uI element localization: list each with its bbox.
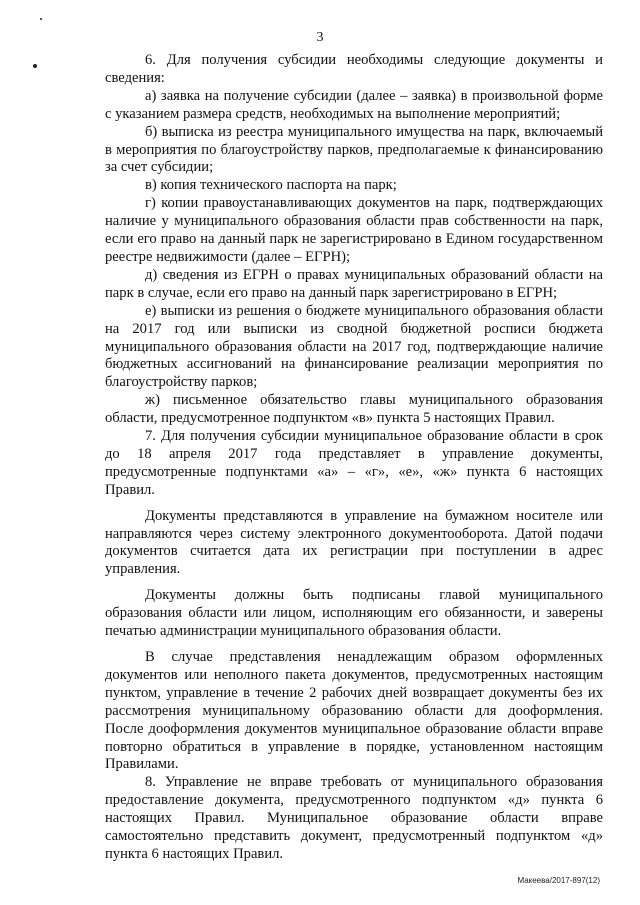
- page-number: 3: [316, 30, 324, 45]
- scan-mark-bullet: [33, 64, 37, 68]
- paragraph-6-b: б) выписка из реестра муниципального имущества на парк, включаемый в мероприятия по благоустройству парков, предполагаемые к финансированию за счет субсидии;: [105, 123, 603, 176]
- scan-mark: [40, 18, 42, 20]
- paragraph-6-g: г) копии правоустанавливающих документов на парк, подтверждающих наличие у муниципального образования области прав собственности на парк, если его право на данный парк не зарегистрировано в Едином государственном реестре недвижимости (далее – ЕГРН);: [105, 195, 603, 265]
- paragraph-6-d: д) сведения из ЕГРН о правах муниципальных образований области на парк в случае, если его право на данный парк зарегистрировано в ЕГРН;: [105, 266, 603, 301]
- paragraph-6-v: в) копия технического паспорта на парк;: [145, 177, 397, 194]
- paragraph-7: 7. Для получения субсидии муниципальное образование области в срок до 18 апреля 2017 года представляет в управление документы, предусмотренные подпунктами «а» – «г», «е», «ж» пункта 6 настоящих Правил.: [105, 428, 603, 498]
- paragraph-6-e: е) выписки из решения о бюджете муниципального образования области на 2017 год или выписки из сводной бюджетной росписи бюджета муниципального образования области на 2017 год, подтверждающие наличие бюджетных ассигнований на финансирование реализации мероприятия по благоустройству парков;: [105, 302, 603, 391]
- paragraph-6-a: а) заявка на получение субсидии (далее – заявка) в произвольной форме с указанием размера средств, необходимых на выполнение мероприятий;: [105, 87, 603, 122]
- paragraph-7-signature: Документы должны быть подписаны главой муниципального образования области или лицом, исполняющим его обязанности, и заверены печатью администрации муниципального образования области.: [105, 587, 603, 640]
- paragraph-8: 8. Управление не вправе требовать от муниципального образования предоставление документа, предусмотренного подпунктом «д» пункта 6 настоящих Правил. Муниципальное образование области вправе самостоятельно представить документ, предусмотренный подпунктом «д» пункта 6 настоящих Правил.: [105, 774, 603, 862]
- paragraph-7-submission: Документы представляются в управление на бумажном носителе или направляются через систему электронного документооборота. Датой подачи документов считается дата их регистрации при поступлении в адрес управления.: [105, 507, 603, 578]
- paragraph-6-zh: ж) письменное обязательство главы муниципального образования области, предусмотренное подпунктом «в» пункта 5 настоящих Правил.: [105, 392, 603, 427]
- document-body: [105, 52, 603, 864]
- paragraph-7-return: В случае представления ненадлежащим образом оформленных документов или неполного пакета документов, предусмотренных настоящим пунктом, управление в течение 2 рабочих дней возвращает документы без их рассмотрения муниципальному образованию области для дооформления. После дооформления документов муниципальное образование области вправе повторно обратиться в управление в порядке, установленном настоящим Правилами.: [105, 649, 603, 773]
- paragraph-6-intro: 6. Для получения субсидии необходимы следующие документы и сведения:: [105, 52, 603, 86]
- footer-code: Макеева/2017-897(12): [517, 876, 600, 885]
